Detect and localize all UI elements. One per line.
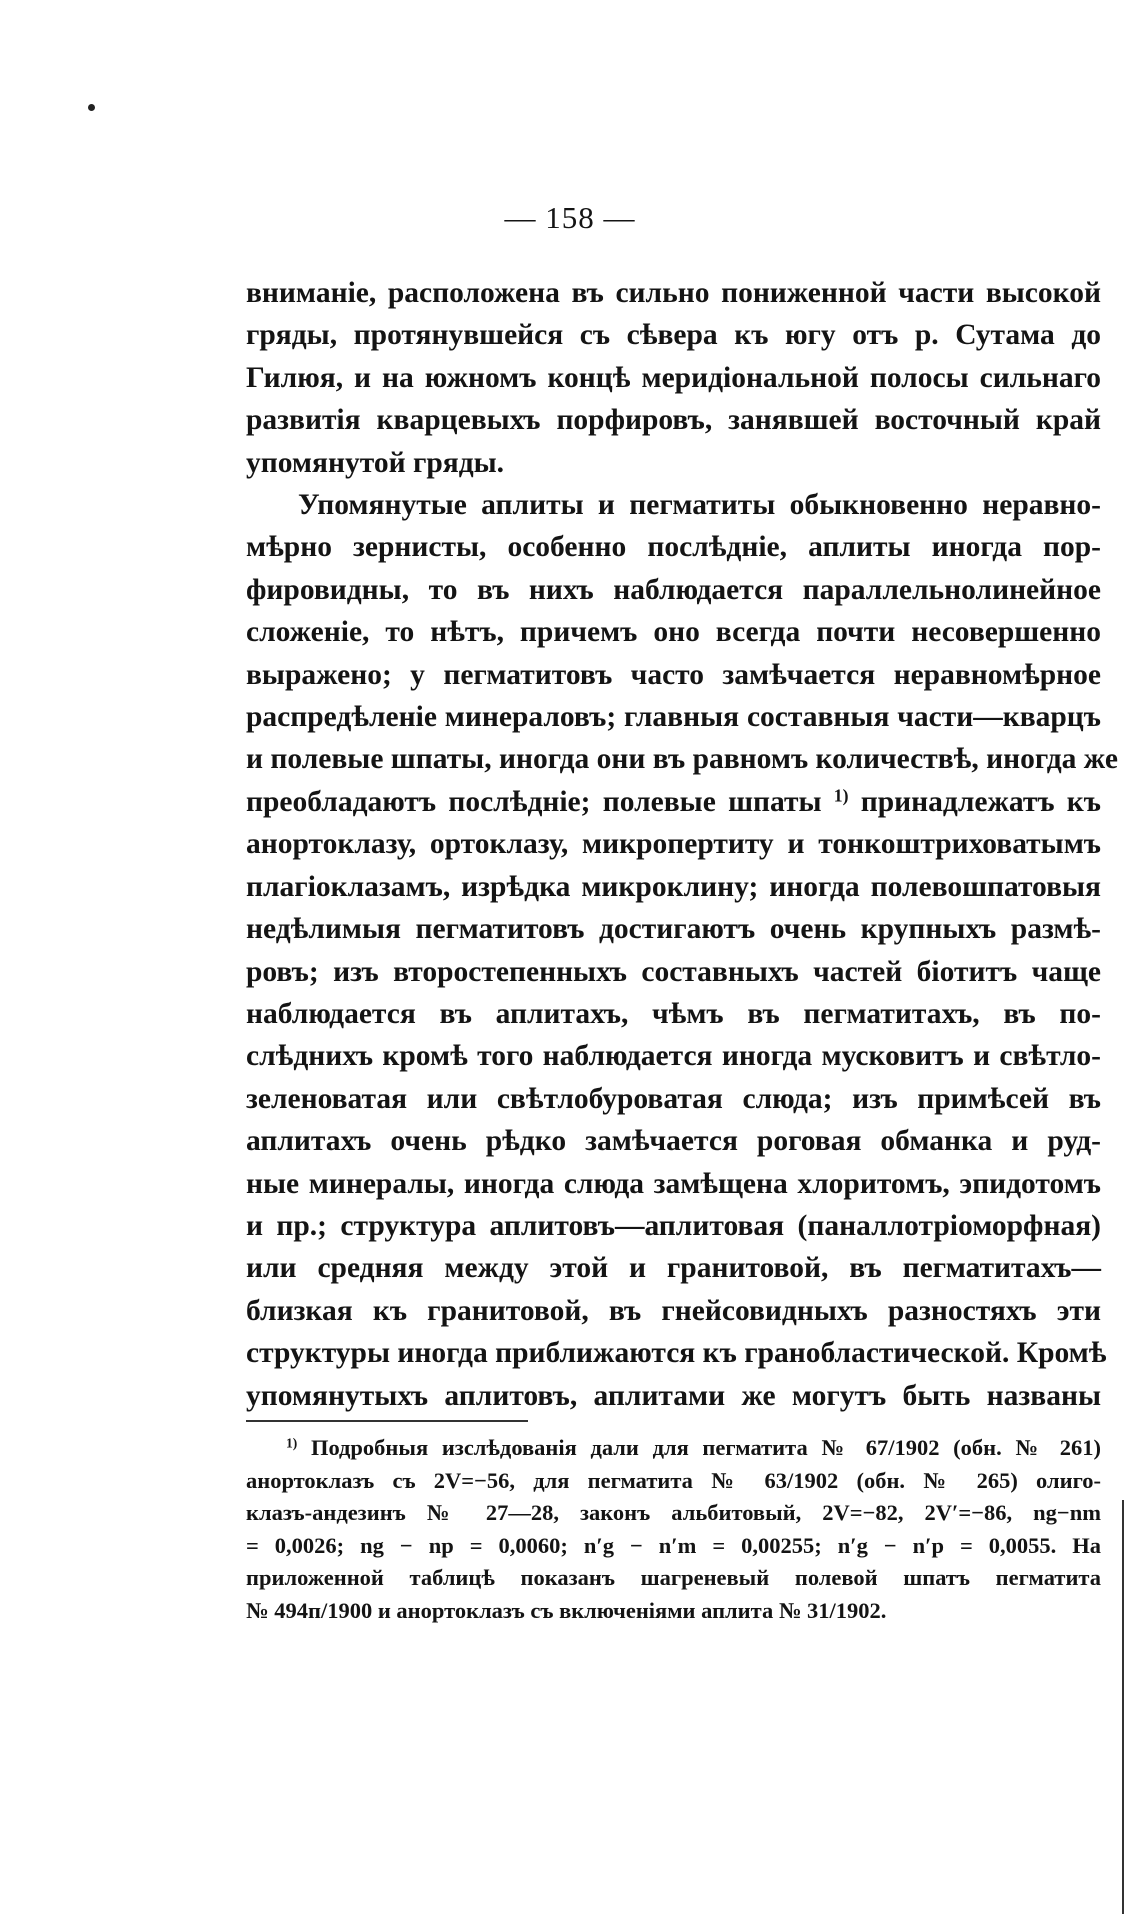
text-line: и полевые шпаты, иногда они въ равномъ количествѣ, иногда же [246,743,1118,776]
footnote-line: № 494п/1900 и анортоклазъ съ включеніями аплита № 31/1902. [246,1597,887,1623]
text-line: сложеніе, то нѣтъ, причемъ оно всегда почти несовершенно [246,616,1101,649]
page-number: — 158 — [504,200,636,235]
speck-mark [88,104,95,111]
text-line: или средняя между этой и гранитовой, въ пегматитахъ— [246,1252,1101,1285]
text-line: слѣднихъ кромѣ того наблюдается иногда мусковитъ и свѣтло- [246,1040,1101,1073]
text-line: аплитахъ очень рѣдко замѣчается роговая обманка и руд- [246,1125,1101,1158]
footnote-marker: 1) [286,1435,298,1451]
footnote-line [246,1432,1101,1465]
text-line: и пр.; структура аплитовъ—аплитовая (паналлотріоморфная) [246,1209,1101,1242]
text-segment: Подробныя изслѣдованія дали для пегматита № 67/1902 (обн. № 261) [310,1435,1102,1460]
footnote-divider [246,1420,528,1422]
footnote-line: анортоклазъ съ 2V=−56, для пегматита № 63/1902 (обн. № 265) олиго- [246,1467,1101,1493]
text-line: ровъ; изъ второстепенныхъ составныхъ частей біотитъ чаще [246,955,1101,988]
text-line: ные минералы, иногда слюда замѣщена хлоритомъ, эпидотомъ [246,1167,1101,1200]
text-line: плагіоклазамъ, изрѣдка микроклину; иногда полевошпатовыя [246,870,1101,903]
text-line: фировидны, то въ нихъ наблюдается параллельнолинейное [246,573,1101,606]
footnote [246,1432,1101,1627]
text-line: мѣрно зернисты, особенно послѣдніе, аплиты иногда пор- [246,531,1101,564]
text-line: Гилюя, и на южномъ концѣ меридіональной полосы сильнаго [246,361,1101,394]
text-line: анортоклазу, ортоклазу, микропертиту и тонкоштриховатымъ [246,828,1101,861]
text-line: Упомянутые аплиты и пегматиты обыкновенно неравно- [298,489,1101,522]
paragraph-2 [246,484,1118,1417]
footnote-line: приложенной таблицѣ показанъ шагреневый полевой шпатъ пегматита [246,1565,1101,1590]
text-line: упомянутой гряды. [246,446,505,479]
text-line: гряды, протянувшейся съ сѣвера къ югу отъ р. Сутама до [246,319,1101,352]
text-line: недѣлимыя пегматитовъ достигаютъ очень крупныхъ размѣ- [246,913,1101,946]
text-line: выражено; у пегматитовъ часто замѣчается неравномѣрное [246,658,1101,691]
text-line: структуры иногда приближаются къ гранобластической. Кромѣ [246,1337,1107,1370]
text-segment: преобладаютъ послѣдніе; полевые шпаты [246,785,822,818]
footnote-reference: 1) [833,785,849,806]
text-line: упомянутыхъ аплитовъ, аплитами же могутъ быть названы [246,1379,1101,1412]
text-line: близкая къ гранитовой, въ гнейсовидныхъ разностяхъ эти [246,1294,1101,1327]
text-line: наблюдается въ аплитахъ, чѣмъ въ пегматитахъ, въ по- [246,997,1101,1030]
text-segment: принадлежатъ къ [860,785,1101,818]
text-line: распредѣленіе минераловъ; главныя составныя части—кварцъ [246,701,1101,734]
text-line: развитія кварцевыхъ порфировъ, занявшей восточный край [246,404,1101,437]
main-text [246,272,1118,1417]
footnote-line: клазъ-андезинъ № 27—28, законъ альбитовый, 2V=−82, 2V′=−86, ng−nm [246,1500,1101,1525]
paragraph-1 [246,272,1101,484]
text-line-with-footnote [246,781,1101,823]
text-line: зеленоватая или свѣтлобуроватая слюда; изъ примѣсей въ [246,1082,1101,1115]
page-edge-line [1122,1500,1124,1914]
footnote-line: = 0,0026; ng − np = 0,0060; n′g − n′m = 0,00255; n′g − n′p = 0,0055. На [246,1532,1101,1558]
text-line: вниманіе, расположена въ сильно пониженной части высокой [246,277,1101,309]
